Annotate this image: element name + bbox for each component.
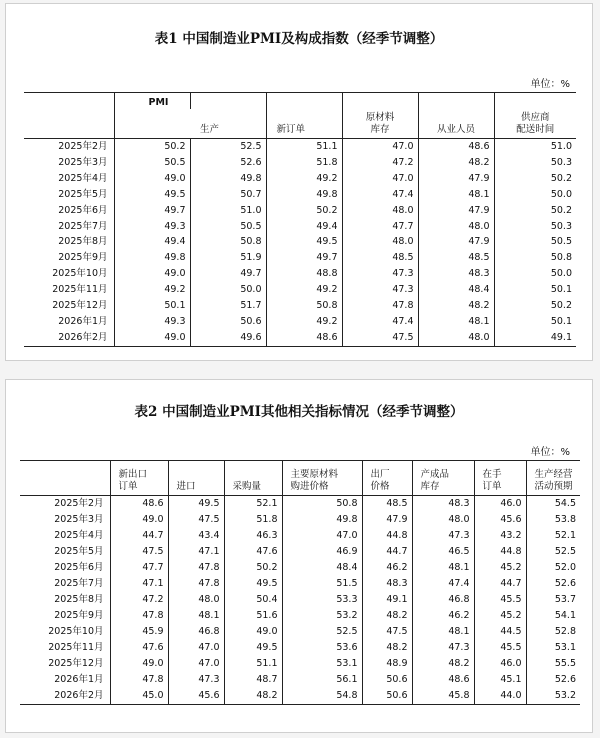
value-cell: 50.2	[494, 203, 576, 219]
value-cell: 50.3	[494, 155, 576, 171]
value-cell: 50.2	[224, 560, 282, 576]
table1-unit: 单位：%	[530, 79, 570, 90]
value-cell: 49.2	[266, 282, 342, 298]
value-cell: 45.6	[474, 512, 526, 528]
value-cell: 47.9	[362, 512, 412, 528]
value-cell: 44.7	[110, 528, 168, 544]
value-cell: 48.1	[418, 187, 494, 203]
value-cell: 54.8	[282, 688, 362, 705]
row-label-cell: 2025年6月	[54, 562, 104, 573]
table-row	[20, 688, 580, 705]
value-cell: 51.9	[190, 250, 266, 266]
table-row	[20, 608, 580, 624]
table2-col-header: 在手 订单	[474, 461, 526, 496]
value-cell: 44.8	[474, 544, 526, 560]
table1-corner	[24, 93, 114, 139]
value-cell: 56.1	[282, 672, 362, 688]
value-cell: 50.4	[224, 592, 282, 608]
table-row	[20, 640, 580, 656]
value-cell: 48.0	[418, 330, 494, 346]
table1-title: 表1 中国制造业PMI及构成指数（经季节调整）	[154, 31, 444, 47]
table-row	[20, 528, 580, 544]
table1-col-header: 从业人员	[418, 109, 494, 139]
row-label-cell: 2025年12月	[52, 300, 108, 312]
value-cell: 51.6	[224, 608, 282, 624]
value-cell: 50.0	[494, 187, 576, 203]
value-cell: 54.5	[526, 496, 580, 513]
value-cell: 50.8	[282, 496, 362, 513]
value-cell: 45.1	[474, 672, 526, 688]
value-cell: 47.5	[110, 544, 168, 560]
value-cell: 50.5	[494, 234, 576, 250]
value-cell: 44.0	[474, 688, 526, 705]
value-cell: 46.5	[412, 544, 474, 560]
value-cell: 47.4	[342, 314, 418, 330]
value-cell: 47.5	[342, 330, 418, 346]
value-cell: 55.5	[526, 656, 580, 672]
value-cell: 50.1	[494, 314, 576, 330]
value-cell: 49.0	[114, 330, 190, 346]
value-cell: 47.9	[418, 234, 494, 250]
value-cell: 49.1	[362, 592, 412, 608]
value-cell: 49.5	[224, 640, 282, 656]
table2-col-header: 采购量	[224, 461, 282, 496]
value-cell: 43.4	[168, 528, 224, 544]
value-cell: 50.5	[114, 155, 190, 171]
value-cell: 50.3	[494, 219, 576, 235]
value-cell: 49.6	[190, 330, 266, 346]
table1-panel	[5, 3, 593, 361]
value-cell: 47.0	[168, 656, 224, 672]
value-cell: 46.3	[224, 528, 282, 544]
value-cell: 47.3	[342, 266, 418, 282]
value-cell: 52.0	[526, 560, 580, 576]
value-cell: 48.0	[412, 512, 474, 528]
value-cell: 47.1	[168, 544, 224, 560]
value-cell: 48.9	[362, 656, 412, 672]
value-cell: 48.5	[362, 496, 412, 513]
value-cell: 50.1	[494, 282, 576, 298]
table1	[24, 92, 576, 347]
value-cell: 47.2	[342, 155, 418, 171]
table-row	[20, 544, 580, 560]
table-row	[24, 250, 576, 266]
value-cell: 47.0	[342, 171, 418, 187]
value-cell: 49.0	[110, 656, 168, 672]
value-cell: 49.1	[494, 330, 576, 346]
value-cell: 45.5	[474, 592, 526, 608]
value-cell: 47.6	[110, 640, 168, 656]
value-cell: 49.2	[114, 282, 190, 298]
value-cell: 45.2	[474, 560, 526, 576]
value-cell: 47.3	[168, 672, 224, 688]
row-label-cell: 2025年9月	[58, 252, 108, 264]
value-cell: 52.1	[526, 528, 580, 544]
value-cell: 48.8	[266, 266, 342, 282]
row-label-cell: 2025年8月	[58, 236, 108, 248]
value-cell: 47.9	[418, 171, 494, 187]
value-cell: 50.1	[114, 298, 190, 314]
value-cell: 48.2	[412, 656, 474, 672]
value-cell: 48.7	[224, 672, 282, 688]
row-label-cell: 2025年3月	[54, 514, 104, 525]
value-cell: 53.6	[282, 640, 362, 656]
row-label-cell: 2025年7月	[58, 220, 108, 232]
value-cell: 49.0	[114, 171, 190, 187]
table-row	[24, 155, 576, 171]
value-cell: 50.6	[362, 672, 412, 688]
value-cell: 47.8	[342, 298, 418, 314]
value-cell: 45.6	[168, 688, 224, 705]
value-cell: 49.7	[266, 250, 342, 266]
table2-unit: 单位：%	[530, 447, 570, 458]
table-row	[24, 298, 576, 314]
value-cell: 44.7	[474, 576, 526, 592]
row-label-cell: 2025年2月	[54, 498, 104, 509]
table2-body	[20, 496, 580, 705]
value-cell: 48.6	[412, 672, 474, 688]
value-cell: 47.9	[418, 203, 494, 219]
value-cell: 49.5	[224, 576, 282, 592]
value-cell: 49.3	[114, 219, 190, 235]
value-cell: 47.5	[362, 624, 412, 640]
value-cell: 46.9	[282, 544, 362, 560]
value-cell: 50.2	[494, 298, 576, 314]
row-label-cell: 2025年3月	[58, 156, 108, 168]
row-label-cell: 2026年1月	[54, 674, 104, 685]
value-cell: 48.1	[412, 624, 474, 640]
value-cell: 48.3	[362, 576, 412, 592]
value-cell: 48.1	[412, 560, 474, 576]
value-cell: 47.0	[342, 139, 418, 155]
value-cell: 48.1	[418, 314, 494, 330]
row-label-cell: 2025年4月	[54, 530, 104, 541]
value-cell: 50.0	[494, 266, 576, 282]
value-cell: 46.0	[474, 656, 526, 672]
row-label-cell: 2025年8月	[54, 594, 104, 605]
value-cell: 48.3	[412, 496, 474, 513]
table2-col-header: 新出口 订单	[110, 461, 168, 496]
value-cell: 49.4	[114, 234, 190, 250]
value-cell: 47.0	[168, 640, 224, 656]
value-cell: 49.0	[114, 266, 190, 282]
row-label-cell: 2025年7月	[54, 578, 104, 589]
value-cell: 46.0	[474, 496, 526, 513]
value-cell: 45.5	[474, 640, 526, 656]
value-cell: 50.2	[266, 203, 342, 219]
table-row	[20, 624, 580, 640]
value-cell: 47.8	[110, 672, 168, 688]
row-label-cell: 2026年2月	[54, 690, 104, 701]
value-cell: 43.2	[474, 528, 526, 544]
table-row	[24, 171, 576, 187]
value-cell: 45.0	[110, 688, 168, 705]
value-cell: 51.1	[266, 139, 342, 155]
value-cell: 46.8	[168, 624, 224, 640]
value-cell: 48.0	[418, 219, 494, 235]
table-row	[24, 203, 576, 219]
table-row	[24, 219, 576, 235]
value-cell: 48.3	[418, 266, 494, 282]
value-cell: 52.5	[282, 624, 362, 640]
value-cell: 48.2	[362, 608, 412, 624]
row-label-cell: 2025年6月	[58, 204, 108, 216]
value-cell: 51.5	[282, 576, 362, 592]
value-cell: 52.5	[526, 544, 580, 560]
value-cell: 47.3	[412, 640, 474, 656]
table-row	[24, 139, 576, 155]
row-label-cell: 2025年5月	[54, 546, 104, 557]
value-cell: 50.7	[190, 187, 266, 203]
value-cell: 48.0	[168, 592, 224, 608]
row-label-cell: 2025年2月	[58, 141, 108, 152]
table1-body	[24, 139, 576, 347]
table2-title: 表2 中国制造业PMI其他相关指标情况（经季节调整）	[134, 404, 464, 420]
value-cell: 49.7	[190, 266, 266, 282]
row-label-cell: 2025年10月	[52, 268, 108, 280]
value-cell: 47.8	[168, 576, 224, 592]
value-cell: 52.6	[190, 155, 266, 171]
value-cell: 52.6	[526, 672, 580, 688]
value-cell: 49.0	[110, 512, 168, 528]
value-cell: 50.2	[114, 139, 190, 155]
value-cell: 50.8	[494, 250, 576, 266]
table-row	[24, 234, 576, 250]
value-cell: 45.9	[110, 624, 168, 640]
value-cell: 48.6	[266, 330, 342, 346]
value-cell: 48.2	[224, 688, 282, 705]
value-cell: 48.5	[342, 250, 418, 266]
value-cell: 48.2	[418, 298, 494, 314]
table-row	[20, 592, 580, 608]
value-cell: 46.8	[412, 592, 474, 608]
value-cell: 53.1	[282, 656, 362, 672]
value-cell: 47.3	[412, 528, 474, 544]
table-row	[24, 330, 576, 346]
table2-col-header: 产成品 库存	[412, 461, 474, 496]
value-cell: 47.8	[110, 608, 168, 624]
value-cell: 49.5	[266, 234, 342, 250]
table1-col-header: 原材料 库存	[342, 109, 418, 139]
value-cell: 49.3	[114, 314, 190, 330]
value-cell: 44.5	[474, 624, 526, 640]
value-cell: 49.5	[114, 187, 190, 203]
table-row	[24, 266, 576, 282]
value-cell: 47.5	[168, 512, 224, 528]
table-row	[24, 314, 576, 330]
value-cell: 50.8	[190, 234, 266, 250]
value-cell: 47.6	[224, 544, 282, 560]
value-cell: 53.1	[526, 640, 580, 656]
value-cell: 53.3	[282, 592, 362, 608]
value-cell: 50.6	[362, 688, 412, 705]
row-label-cell: 2025年11月	[48, 642, 104, 653]
table-row	[20, 656, 580, 672]
table-row	[20, 560, 580, 576]
value-cell: 51.0	[190, 203, 266, 219]
value-cell: 51.0	[494, 139, 576, 155]
table1-col-header: 新订单	[266, 109, 342, 139]
value-cell: 48.5	[418, 250, 494, 266]
value-cell: 50.2	[494, 171, 576, 187]
row-label-cell: 2025年10月	[48, 626, 104, 637]
value-cell: 52.8	[526, 624, 580, 640]
value-cell: 49.4	[266, 219, 342, 235]
row-label-cell: 2025年11月	[52, 284, 108, 296]
value-cell: 49.7	[114, 203, 190, 219]
value-cell: 48.4	[418, 282, 494, 298]
table-row	[24, 187, 576, 203]
value-cell: 50.8	[266, 298, 342, 314]
value-cell: 51.7	[190, 298, 266, 314]
value-cell: 48.2	[362, 640, 412, 656]
value-cell: 47.1	[110, 576, 168, 592]
table1-col-header: 供应商 配送时间	[494, 109, 576, 139]
value-cell: 46.2	[412, 608, 474, 624]
table2	[20, 460, 580, 705]
value-cell: 53.8	[526, 512, 580, 528]
value-cell: 49.2	[266, 314, 342, 330]
value-cell: 44.8	[362, 528, 412, 544]
value-cell: 47.2	[110, 592, 168, 608]
value-cell: 47.3	[342, 282, 418, 298]
value-cell: 49.8	[190, 171, 266, 187]
table-row	[20, 496, 580, 513]
row-label-cell: 2025年12月	[48, 658, 104, 669]
table-row	[20, 576, 580, 592]
value-cell: 47.0	[282, 528, 362, 544]
value-cell: 53.7	[526, 592, 580, 608]
table2-col-header: 主要原材料 购进价格	[282, 461, 362, 496]
row-label-cell: 2025年4月	[58, 172, 108, 184]
row-label-cell: 2026年2月	[58, 331, 108, 343]
value-cell: 49.2	[266, 171, 342, 187]
value-cell: 47.7	[110, 560, 168, 576]
value-cell: 53.2	[282, 608, 362, 624]
value-cell: 54.1	[526, 608, 580, 624]
row-label-cell: 2025年5月	[58, 188, 108, 200]
value-cell: 47.8	[168, 560, 224, 576]
table2-col-header: 生产经营 活动预期	[526, 461, 580, 496]
value-cell: 48.6	[418, 139, 494, 155]
row-label-cell: 2026年1月	[58, 315, 108, 327]
value-cell: 49.8	[266, 187, 342, 203]
value-cell: 52.1	[224, 496, 282, 513]
value-cell: 53.2	[526, 688, 580, 705]
value-cell: 48.0	[342, 234, 418, 250]
table2-col-header: 进口	[168, 461, 224, 496]
value-cell: 52.6	[526, 576, 580, 592]
value-cell: 45.8	[412, 688, 474, 705]
value-cell: 49.8	[114, 250, 190, 266]
table-row	[20, 512, 580, 528]
value-cell: 48.0	[342, 203, 418, 219]
value-cell: 49.0	[224, 624, 282, 640]
value-cell: 44.7	[362, 544, 412, 560]
value-cell: 47.7	[342, 219, 418, 235]
table2-col-header: 出厂 价格	[362, 461, 412, 496]
value-cell: 46.2	[362, 560, 412, 576]
table2-panel	[5, 379, 593, 733]
value-cell: 51.1	[224, 656, 282, 672]
value-cell: 48.6	[110, 496, 168, 513]
table1-col-header: 生产	[190, 109, 266, 139]
value-cell: 48.4	[282, 560, 362, 576]
table-row	[24, 282, 576, 298]
value-cell: 48.2	[418, 155, 494, 171]
value-cell: 48.1	[168, 608, 224, 624]
value-cell: 51.8	[224, 512, 282, 528]
table1-col-header: PMI	[114, 93, 190, 139]
value-cell: 49.5	[168, 496, 224, 513]
value-cell: 50.5	[190, 219, 266, 235]
table2-corner	[20, 461, 110, 496]
value-cell: 51.8	[266, 155, 342, 171]
value-cell: 47.4	[412, 576, 474, 592]
row-label-cell: 2025年9月	[54, 610, 104, 621]
value-cell: 47.4	[342, 187, 418, 203]
value-cell: 52.5	[190, 139, 266, 155]
value-cell: 45.2	[474, 608, 526, 624]
value-cell: 50.0	[190, 282, 266, 298]
value-cell: 50.6	[190, 314, 266, 330]
value-cell: 49.8	[282, 512, 362, 528]
table-row	[20, 672, 580, 688]
